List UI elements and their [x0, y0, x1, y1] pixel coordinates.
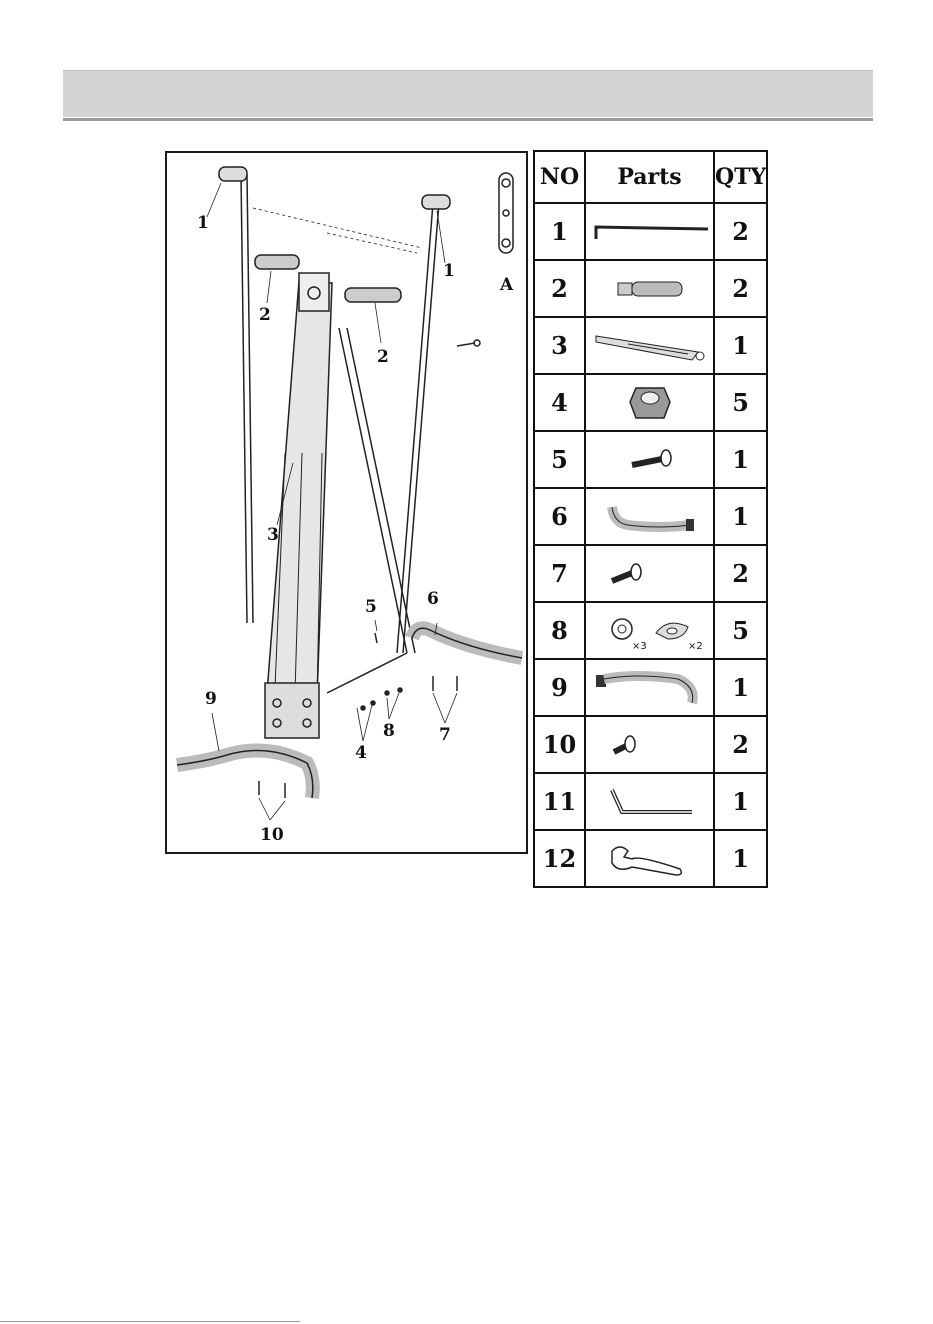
part-number: 12: [534, 830, 585, 887]
callout-5: 5: [365, 597, 377, 617]
part-number: 3: [534, 317, 585, 374]
callout-2-left: 2: [259, 305, 271, 325]
callout-3: 3: [267, 525, 279, 545]
nut-icon: [588, 380, 712, 426]
bolt-icon: [588, 445, 712, 475]
footer-divider: [0, 1321, 300, 1322]
right-grip: [422, 195, 450, 209]
part-image: [585, 545, 714, 602]
table-row: [534, 716, 767, 773]
curved-tube-icon: [588, 665, 712, 711]
part-quantity: 2: [714, 545, 767, 602]
callout-7: 7: [439, 725, 451, 745]
parts-table-header: [534, 151, 767, 203]
part-number: 1: [534, 203, 585, 260]
part-quantity: 1: [714, 488, 767, 545]
callout-2-right: 2: [377, 347, 389, 367]
part-number: 5: [534, 431, 585, 488]
part-image: [585, 317, 714, 374]
table-row: [534, 203, 767, 260]
right-rod: [403, 203, 439, 653]
slide-rail-icon: [588, 326, 712, 366]
callout-10: 10: [260, 825, 284, 845]
part-quantity: 2: [714, 203, 767, 260]
left-grip: [219, 167, 247, 181]
part-number: 2: [534, 260, 585, 317]
washer-count-b: ×2: [688, 641, 703, 652]
part-quantity: 1: [714, 830, 767, 887]
washer-count-a: ×3: [632, 641, 647, 652]
part-image: [585, 374, 714, 431]
part-quantity: 1: [714, 317, 767, 374]
table-row: [534, 545, 767, 602]
part-number: 6: [534, 488, 585, 545]
assembly-drawing: [167, 153, 530, 856]
part-quantity: 1: [714, 659, 767, 716]
grip-left-2: [255, 255, 299, 269]
part-image: [585, 659, 714, 716]
table-row: [534, 260, 767, 317]
table-row: [534, 431, 767, 488]
curved-tube-icon: [588, 499, 712, 535]
allen-key-icon: [588, 782, 712, 822]
part-quantity: 5: [714, 602, 767, 659]
part-image: [585, 431, 714, 488]
part-image: [585, 260, 714, 317]
parts-table: [533, 150, 768, 888]
callout-a: A: [500, 275, 514, 295]
part-number: 8: [534, 602, 585, 659]
callout-9: 9: [205, 689, 217, 709]
table-row: [534, 830, 767, 887]
part-quantity: 1: [714, 773, 767, 830]
part-image: [585, 203, 714, 260]
part-image: [585, 602, 714, 659]
callout-4: 4: [355, 743, 367, 763]
part-number: 10: [534, 716, 585, 773]
assembly-diagram: [165, 151, 528, 854]
table-row: [534, 602, 767, 659]
table-row: [534, 374, 767, 431]
header-divider: [63, 118, 873, 121]
grip-right-2: [345, 288, 401, 302]
part-quantity: 2: [714, 260, 767, 317]
part-image: [585, 716, 714, 773]
table-row: [534, 317, 767, 374]
wrench-icon: [588, 839, 712, 879]
part-number: 7: [534, 545, 585, 602]
part-quantity: 1: [714, 431, 767, 488]
base-plate: [265, 683, 319, 738]
part-a-tool: [499, 173, 513, 253]
part-image: [585, 773, 714, 830]
foam-grip-icon: [588, 274, 712, 304]
part-quantity: 5: [714, 374, 767, 431]
part-number: 9: [534, 659, 585, 716]
l-rod-icon: [588, 217, 712, 247]
callout-8: 8: [383, 721, 395, 741]
part-image: [585, 488, 714, 545]
section-header-bar: [63, 70, 873, 117]
callout-1-left: 1: [197, 213, 209, 233]
short-bolt-icon: [588, 730, 712, 760]
callout-1-right: 1: [443, 261, 455, 281]
part-number: 11: [534, 773, 585, 830]
left-rod: [247, 175, 253, 623]
table-row: [534, 773, 767, 830]
table-row: [534, 659, 767, 716]
column-top-cap: [299, 273, 329, 311]
part-quantity: 2: [714, 716, 767, 773]
bolt-icon: [588, 559, 712, 589]
callout-6: 6: [427, 589, 439, 609]
header-parts: Parts: [585, 151, 714, 203]
header-qty: QTY: [714, 151, 767, 203]
header-no: NO: [534, 151, 585, 203]
part-image: [585, 830, 714, 887]
table-row: [534, 488, 767, 545]
part-number: 4: [534, 374, 585, 431]
